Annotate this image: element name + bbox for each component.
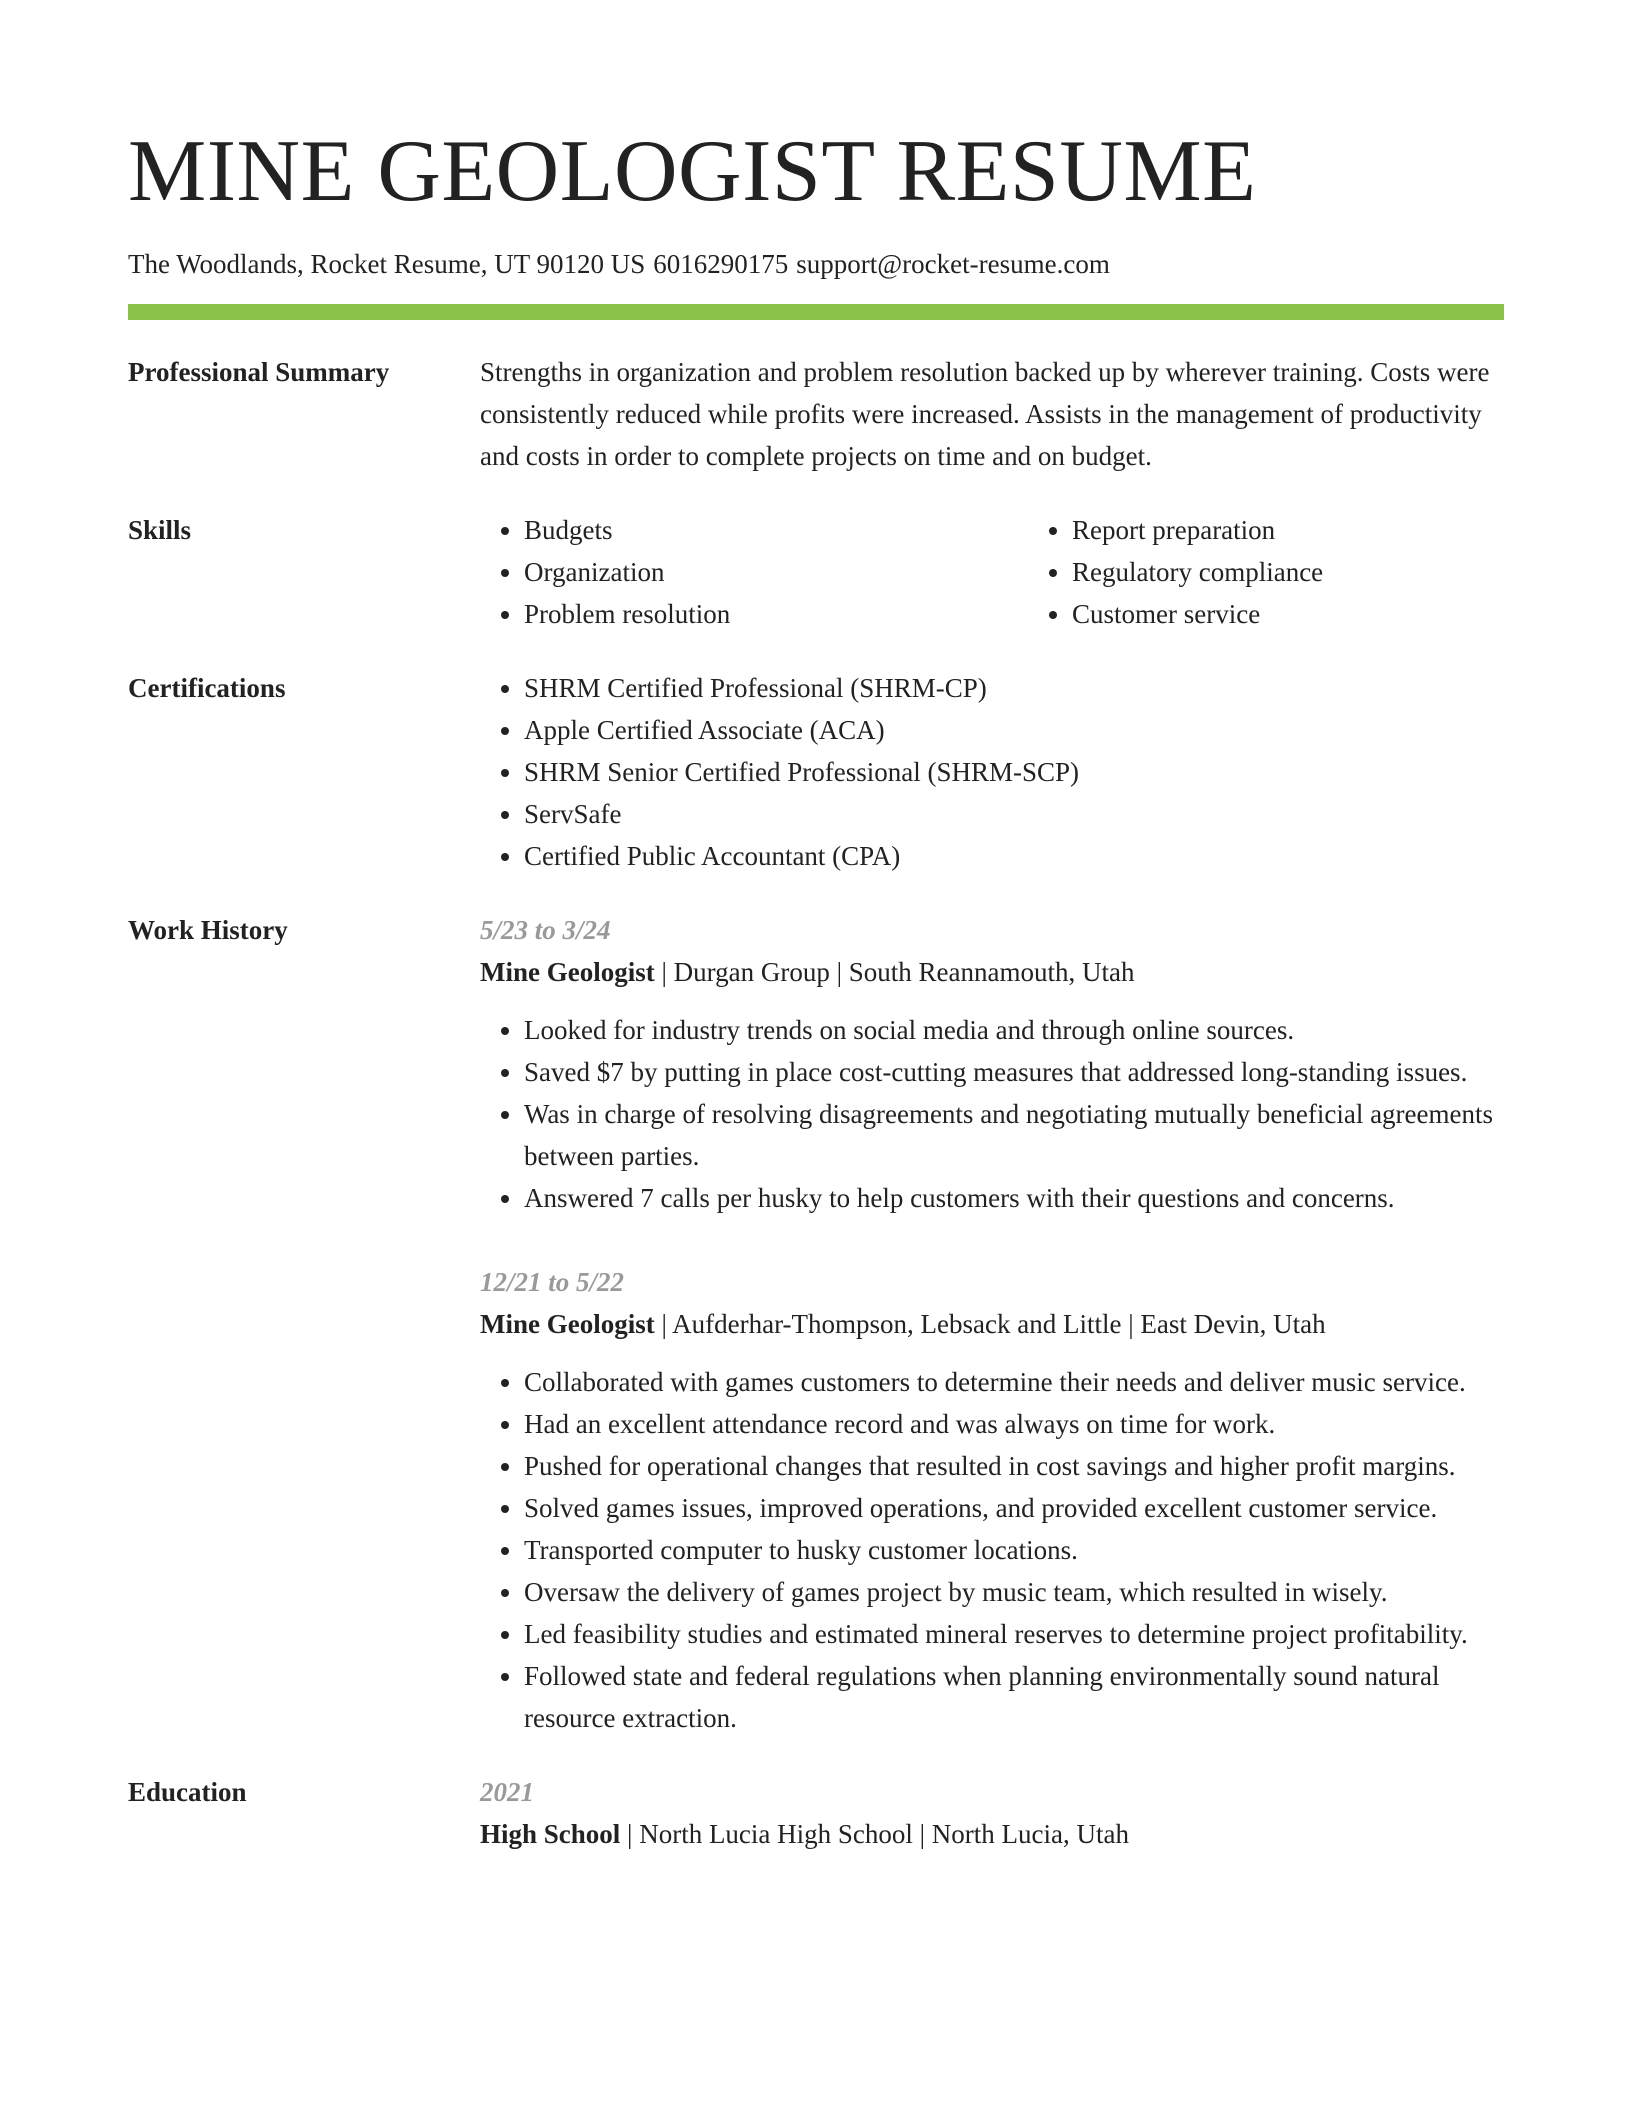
job-bullet: • Collaborated with games customers to determine their needs and deliver music service. <box>524 1361 1504 1403</box>
education-details: | North Lucia High School | North Lucia, Utah <box>620 1819 1129 1849</box>
section-title: Skills <box>128 515 192 545</box>
contact-phone: 6016290175 <box>653 249 789 279</box>
section-title: Work History <box>128 915 288 945</box>
job-details: | Durgan Group | South Reannamouth, Utah <box>654 957 1135 987</box>
job-bullet: • Oversaw the delivery of games project by music team, which resulted in wisely. <box>524 1571 1504 1613</box>
job-bullet: • Pushed for operational changes that resulted in cost savings and higher profit margins. <box>524 1445 1504 1487</box>
summary-text: Strengths in organization and problem resolution backed up by wherever training. Costs were consistently reduced while profits were increased. Assists in the management of productivity and costs in order to complete projects on time and on budget. <box>480 357 1490 471</box>
job-bullet: • Saved $7 by putting in place cost-cutting measures that addressed long-standing issues. <box>524 1051 1504 1093</box>
work-history-section <box>128 909 1504 1739</box>
skill-item: • Organization <box>524 551 1028 593</box>
contact-email: support@rocket-resume.com <box>796 249 1110 279</box>
education-section <box>128 1771 1504 1855</box>
job-bullet: • Solved games issues, improved operations, and provided excellent customer service. <box>524 1487 1504 1529</box>
job-dates: 5/23 to 3/24 <box>480 915 611 945</box>
job-entry <box>480 909 1504 1219</box>
skill-item: • Problem resolution <box>524 593 1028 635</box>
skills-list-left <box>480 509 1028 635</box>
contact-address: The Woodlands, Rocket Resume, UT 90120 US <box>128 249 646 279</box>
section-title: Professional Summary <box>128 357 390 387</box>
education-degree: High School <box>480 1819 621 1849</box>
section-title: Certifications <box>128 673 286 703</box>
job-entry <box>480 1261 1504 1739</box>
job-dates: 12/21 to 5/22 <box>480 1267 625 1297</box>
job-bullet: • Transported computer to husky customer locations. <box>524 1529 1504 1571</box>
education-year: 2021 <box>480 1777 534 1807</box>
job-role-line <box>480 1303 1504 1345</box>
skills-section <box>128 509 1504 635</box>
resume-header <box>128 120 1504 320</box>
certifications-list <box>480 667 1504 877</box>
job-title: Mine Geologist <box>480 957 655 987</box>
certification-item: • Certified Public Accountant (CPA) <box>524 835 1504 877</box>
section-title: Education <box>128 1777 247 1807</box>
job-bullet: • Answered 7 calls per husky to help customers with their questions and concerns. <box>524 1177 1504 1219</box>
job-bullets <box>480 1361 1504 1739</box>
job-bullet: • Followed state and federal regulations when planning environmentally sound natural resource extraction. <box>524 1655 1504 1739</box>
education-line <box>480 1813 1504 1855</box>
job-bullets <box>480 1009 1504 1219</box>
header-divider <box>128 304 1504 320</box>
resume-sections <box>128 351 1504 1887</box>
job-bullet: • Led feasibility studies and estimated mineral reserves to determine project profitability. <box>524 1613 1504 1655</box>
certification-item: • SHRM Certified Professional (SHRM-CP) <box>524 667 1504 709</box>
job-bullet: • Had an excellent attendance record and was always on time for work. <box>524 1403 1504 1445</box>
certification-item: • SHRM Senior Certified Professional (SHRM-SCP) <box>524 751 1504 793</box>
certification-item: • ServSafe <box>524 793 1504 835</box>
certification-item: • Apple Certified Associate (ACA) <box>524 709 1504 751</box>
skill-item: • Budgets <box>524 509 1028 551</box>
job-bullet: • Was in charge of resolving disagreements and negotiating mutually beneficial agreements between parties. <box>524 1093 1504 1177</box>
resume-title: MINE GEOLOGIST RESUME <box>128 123 1257 220</box>
job-bullet: • Looked for industry trends on social media and through online sources. <box>524 1009 1504 1051</box>
skill-item: • Regulatory compliance <box>1072 551 1576 593</box>
job-details: | Aufderhar-Thompson, Lebsack and Little | East Devin, Utah <box>654 1309 1326 1339</box>
skill-item: • Report preparation <box>1072 509 1576 551</box>
skill-item: • Customer service <box>1072 593 1576 635</box>
skills-list-right <box>1028 509 1576 635</box>
summary-section <box>128 351 1504 477</box>
certifications-section <box>128 667 1504 877</box>
contact-line <box>128 246 1504 282</box>
job-role-line <box>480 951 1504 993</box>
job-title: Mine Geologist <box>480 1309 655 1339</box>
